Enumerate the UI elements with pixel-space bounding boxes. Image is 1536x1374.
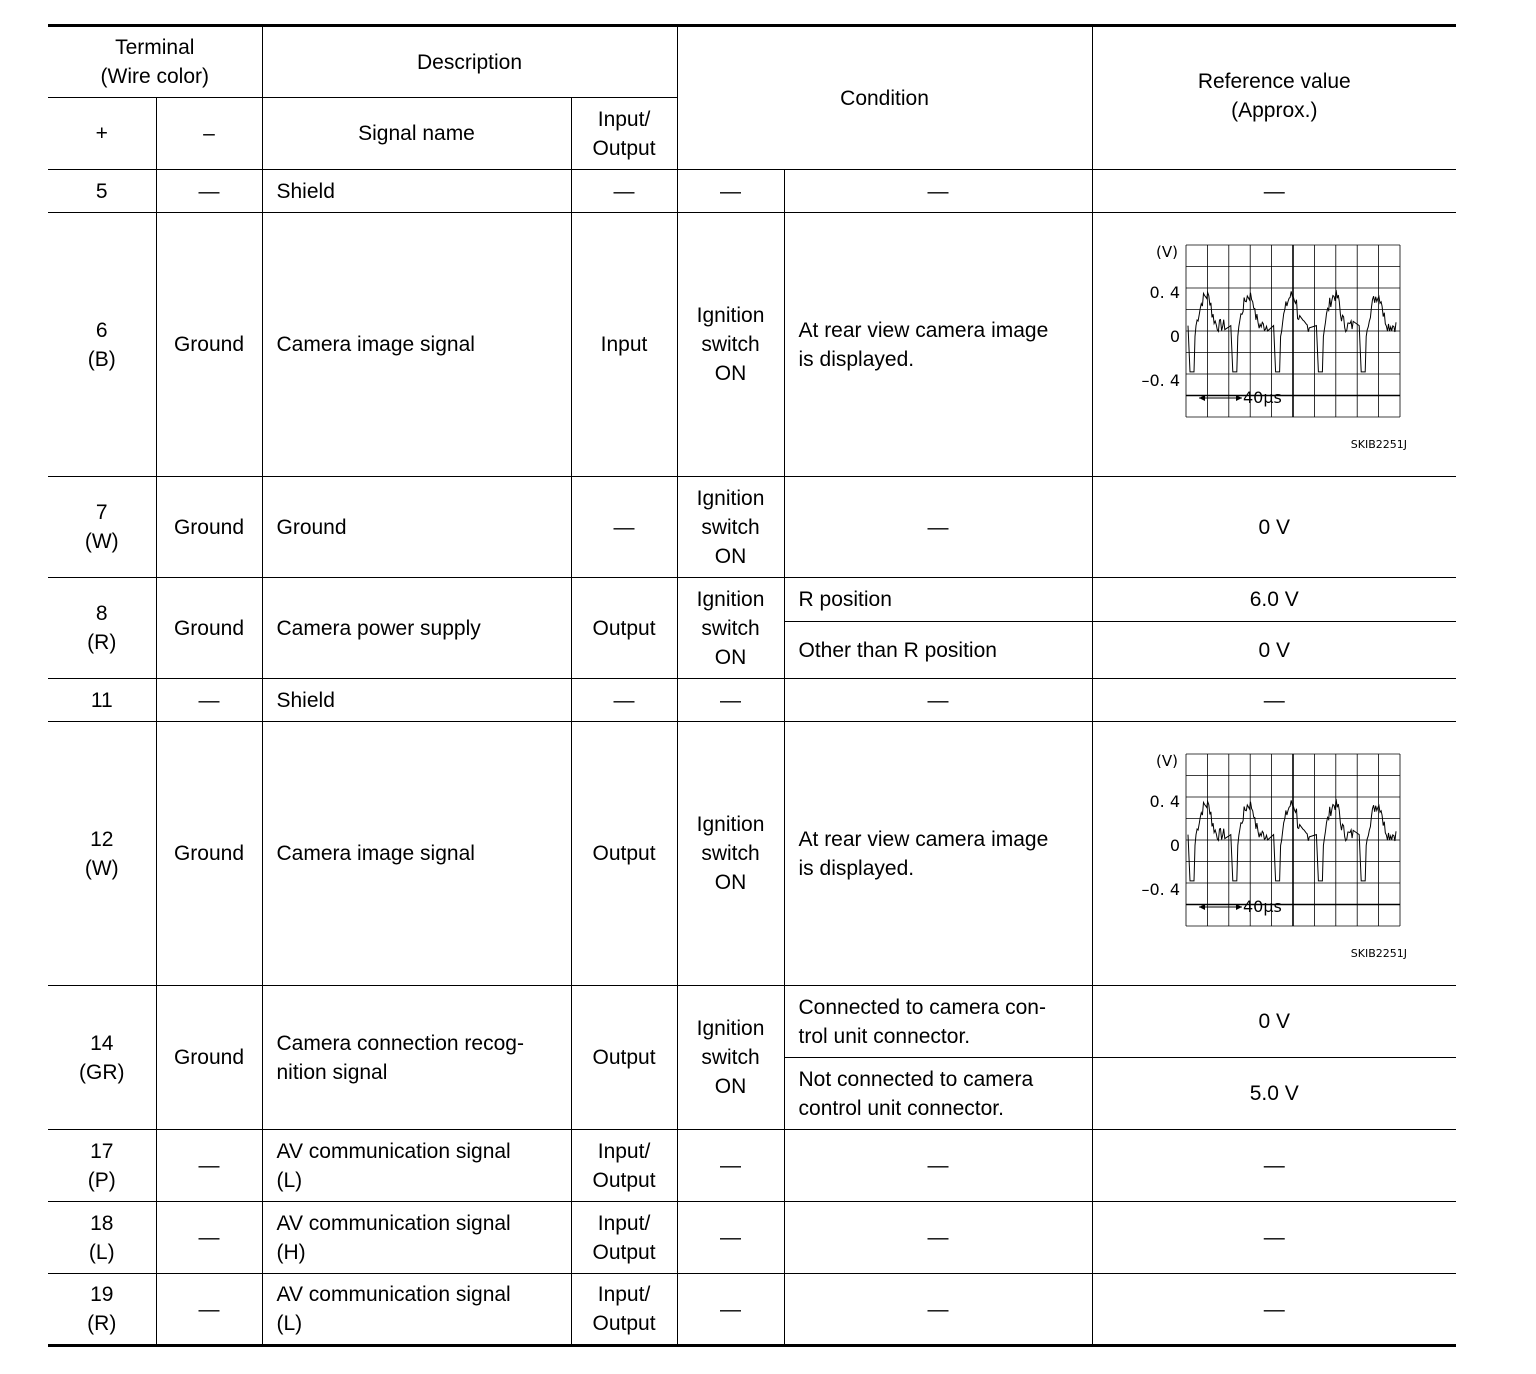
cell-io: Output	[571, 986, 677, 1130]
cell-reference: —	[1092, 1274, 1456, 1346]
cell-signal: AV communication signal (L)	[262, 1274, 571, 1346]
cell-reference: 0 V	[1092, 477, 1456, 578]
cell-io: Output	[571, 578, 677, 679]
waveform-tick-mid: 0	[1170, 326, 1181, 346]
table-row	[48, 986, 1456, 1058]
cell-reference-waveform	[1092, 213, 1456, 477]
header-plus: +	[48, 98, 156, 170]
table-row	[48, 477, 1456, 578]
cell-io: —	[571, 170, 677, 213]
waveform-time-label: 40μs	[1243, 896, 1283, 916]
cell-signal: Shield	[262, 170, 571, 213]
cell-minus: —	[156, 1274, 262, 1346]
waveform-tick-top: 0. 4	[1149, 791, 1181, 811]
cell-io: Output	[571, 722, 677, 986]
header-description: Description	[262, 26, 677, 98]
table-row	[48, 170, 1456, 213]
cell-minus: —	[156, 170, 262, 213]
cell-condition-main: —	[677, 1202, 784, 1274]
cell-signal: AV communication signal (L)	[262, 1130, 571, 1202]
cell-condition: —	[784, 1130, 1092, 1202]
waveform-tick-bot: –0. 4	[1141, 370, 1181, 390]
cell-condition: —	[784, 477, 1092, 578]
table-row	[48, 679, 1456, 722]
cell-condition: Connected to camera con- trol unit connector.	[784, 986, 1092, 1058]
table-row	[48, 1130, 1456, 1202]
cell-reference: —	[1092, 170, 1456, 213]
cell-plus: 14 (GR)	[48, 986, 156, 1130]
table-row	[48, 722, 1456, 986]
cell-minus: Ground	[156, 986, 262, 1130]
cell-plus: 17 (P)	[48, 1130, 156, 1202]
cell-plus: 18 (L)	[48, 1202, 156, 1274]
cell-io: Input	[571, 213, 677, 477]
cell-reference: —	[1092, 1130, 1456, 1202]
cell-signal: Camera image signal	[262, 213, 571, 477]
cell-minus: Ground	[156, 722, 262, 986]
cell-io: Input/ Output	[571, 1202, 677, 1274]
cell-plus: 11	[48, 679, 156, 722]
table-row	[48, 1274, 1456, 1346]
cell-minus: —	[156, 679, 262, 722]
cell-condition-main: Ignition switch ON	[677, 722, 784, 986]
header-input-output: Input/ Output	[571, 98, 677, 170]
cell-minus: —	[156, 1130, 262, 1202]
cell-plus: 19 (R)	[48, 1274, 156, 1346]
cell-plus: 6 (B)	[48, 213, 156, 477]
waveform-figure	[1124, 235, 1424, 455]
cell-plus: 7 (W)	[48, 477, 156, 578]
cell-condition-main: Ignition switch ON	[677, 578, 784, 679]
cell-reference: 5.0 V	[1092, 1058, 1456, 1130]
cell-condition: —	[784, 1202, 1092, 1274]
cell-condition-main: —	[677, 1274, 784, 1346]
header-reference-value: Reference value (Approx.)	[1092, 26, 1456, 170]
cell-condition-main: Ignition switch ON	[677, 477, 784, 578]
waveform-tick-bot: –0. 4	[1141, 879, 1181, 899]
waveform-tick-top: 0. 4	[1149, 282, 1181, 302]
cell-minus: Ground	[156, 477, 262, 578]
cell-condition: R position	[784, 578, 1092, 622]
cell-condition-main: —	[677, 170, 784, 213]
cell-signal: Camera image signal	[262, 722, 571, 986]
waveform-figure	[1124, 744, 1424, 964]
cell-plus: 5	[48, 170, 156, 213]
waveform-tick-mid: 0	[1170, 835, 1181, 855]
cell-condition: —	[784, 1274, 1092, 1346]
cell-condition: At rear view camera image is displayed.	[784, 722, 1092, 986]
cell-signal: AV communication signal (H)	[262, 1202, 571, 1274]
header-condition: Condition	[677, 26, 1092, 170]
cell-condition: Other than R position	[784, 622, 1092, 679]
cell-condition-main: Ignition switch ON	[677, 986, 784, 1130]
cell-reference: —	[1092, 679, 1456, 722]
cell-condition: Not connected to camera control unit connector.	[784, 1058, 1092, 1130]
cell-signal: Camera power supply	[262, 578, 571, 679]
table-row	[48, 1202, 1456, 1274]
waveform-unit-label: (V)	[1156, 242, 1179, 261]
cell-minus: Ground	[156, 578, 262, 679]
table-row	[48, 578, 1456, 622]
cell-reference: 6.0 V	[1092, 578, 1456, 622]
cell-minus: Ground	[156, 213, 262, 477]
cell-reference: 0 V	[1092, 986, 1456, 1058]
cell-plus: 12 (W)	[48, 722, 156, 986]
table-row	[48, 213, 1456, 477]
terminal-spec-table	[48, 24, 1456, 1347]
cell-condition-main: —	[677, 1130, 784, 1202]
cell-io: Input/ Output	[571, 1274, 677, 1346]
cell-reference: —	[1092, 1202, 1456, 1274]
cell-io: —	[571, 679, 677, 722]
cell-signal: Ground	[262, 477, 571, 578]
cell-plus: 8 (R)	[48, 578, 156, 679]
cell-condition: —	[784, 679, 1092, 722]
cell-condition-main: —	[677, 679, 784, 722]
cell-io: —	[571, 477, 677, 578]
cell-io: Input/ Output	[571, 1130, 677, 1202]
waveform-unit-label: (V)	[1156, 751, 1179, 770]
cell-condition: At rear view camera image is displayed.	[784, 213, 1092, 477]
header-signal-name: Signal name	[262, 98, 571, 170]
header-terminal: Terminal (Wire color)	[48, 26, 262, 98]
cell-minus: —	[156, 1202, 262, 1274]
waveform-time-label: 40μs	[1243, 387, 1283, 407]
cell-signal: Shield	[262, 679, 571, 722]
figure-id: SKIB2251J	[1351, 437, 1408, 451]
cell-signal: Camera connection recog- nition signal	[262, 986, 571, 1130]
cell-condition: —	[784, 170, 1092, 213]
figure-id: SKIB2251J	[1351, 946, 1408, 960]
cell-reference: 0 V	[1092, 622, 1456, 679]
cell-reference-waveform	[1092, 722, 1456, 986]
cell-condition-main: Ignition switch ON	[677, 213, 784, 477]
header-minus: –	[156, 98, 262, 170]
